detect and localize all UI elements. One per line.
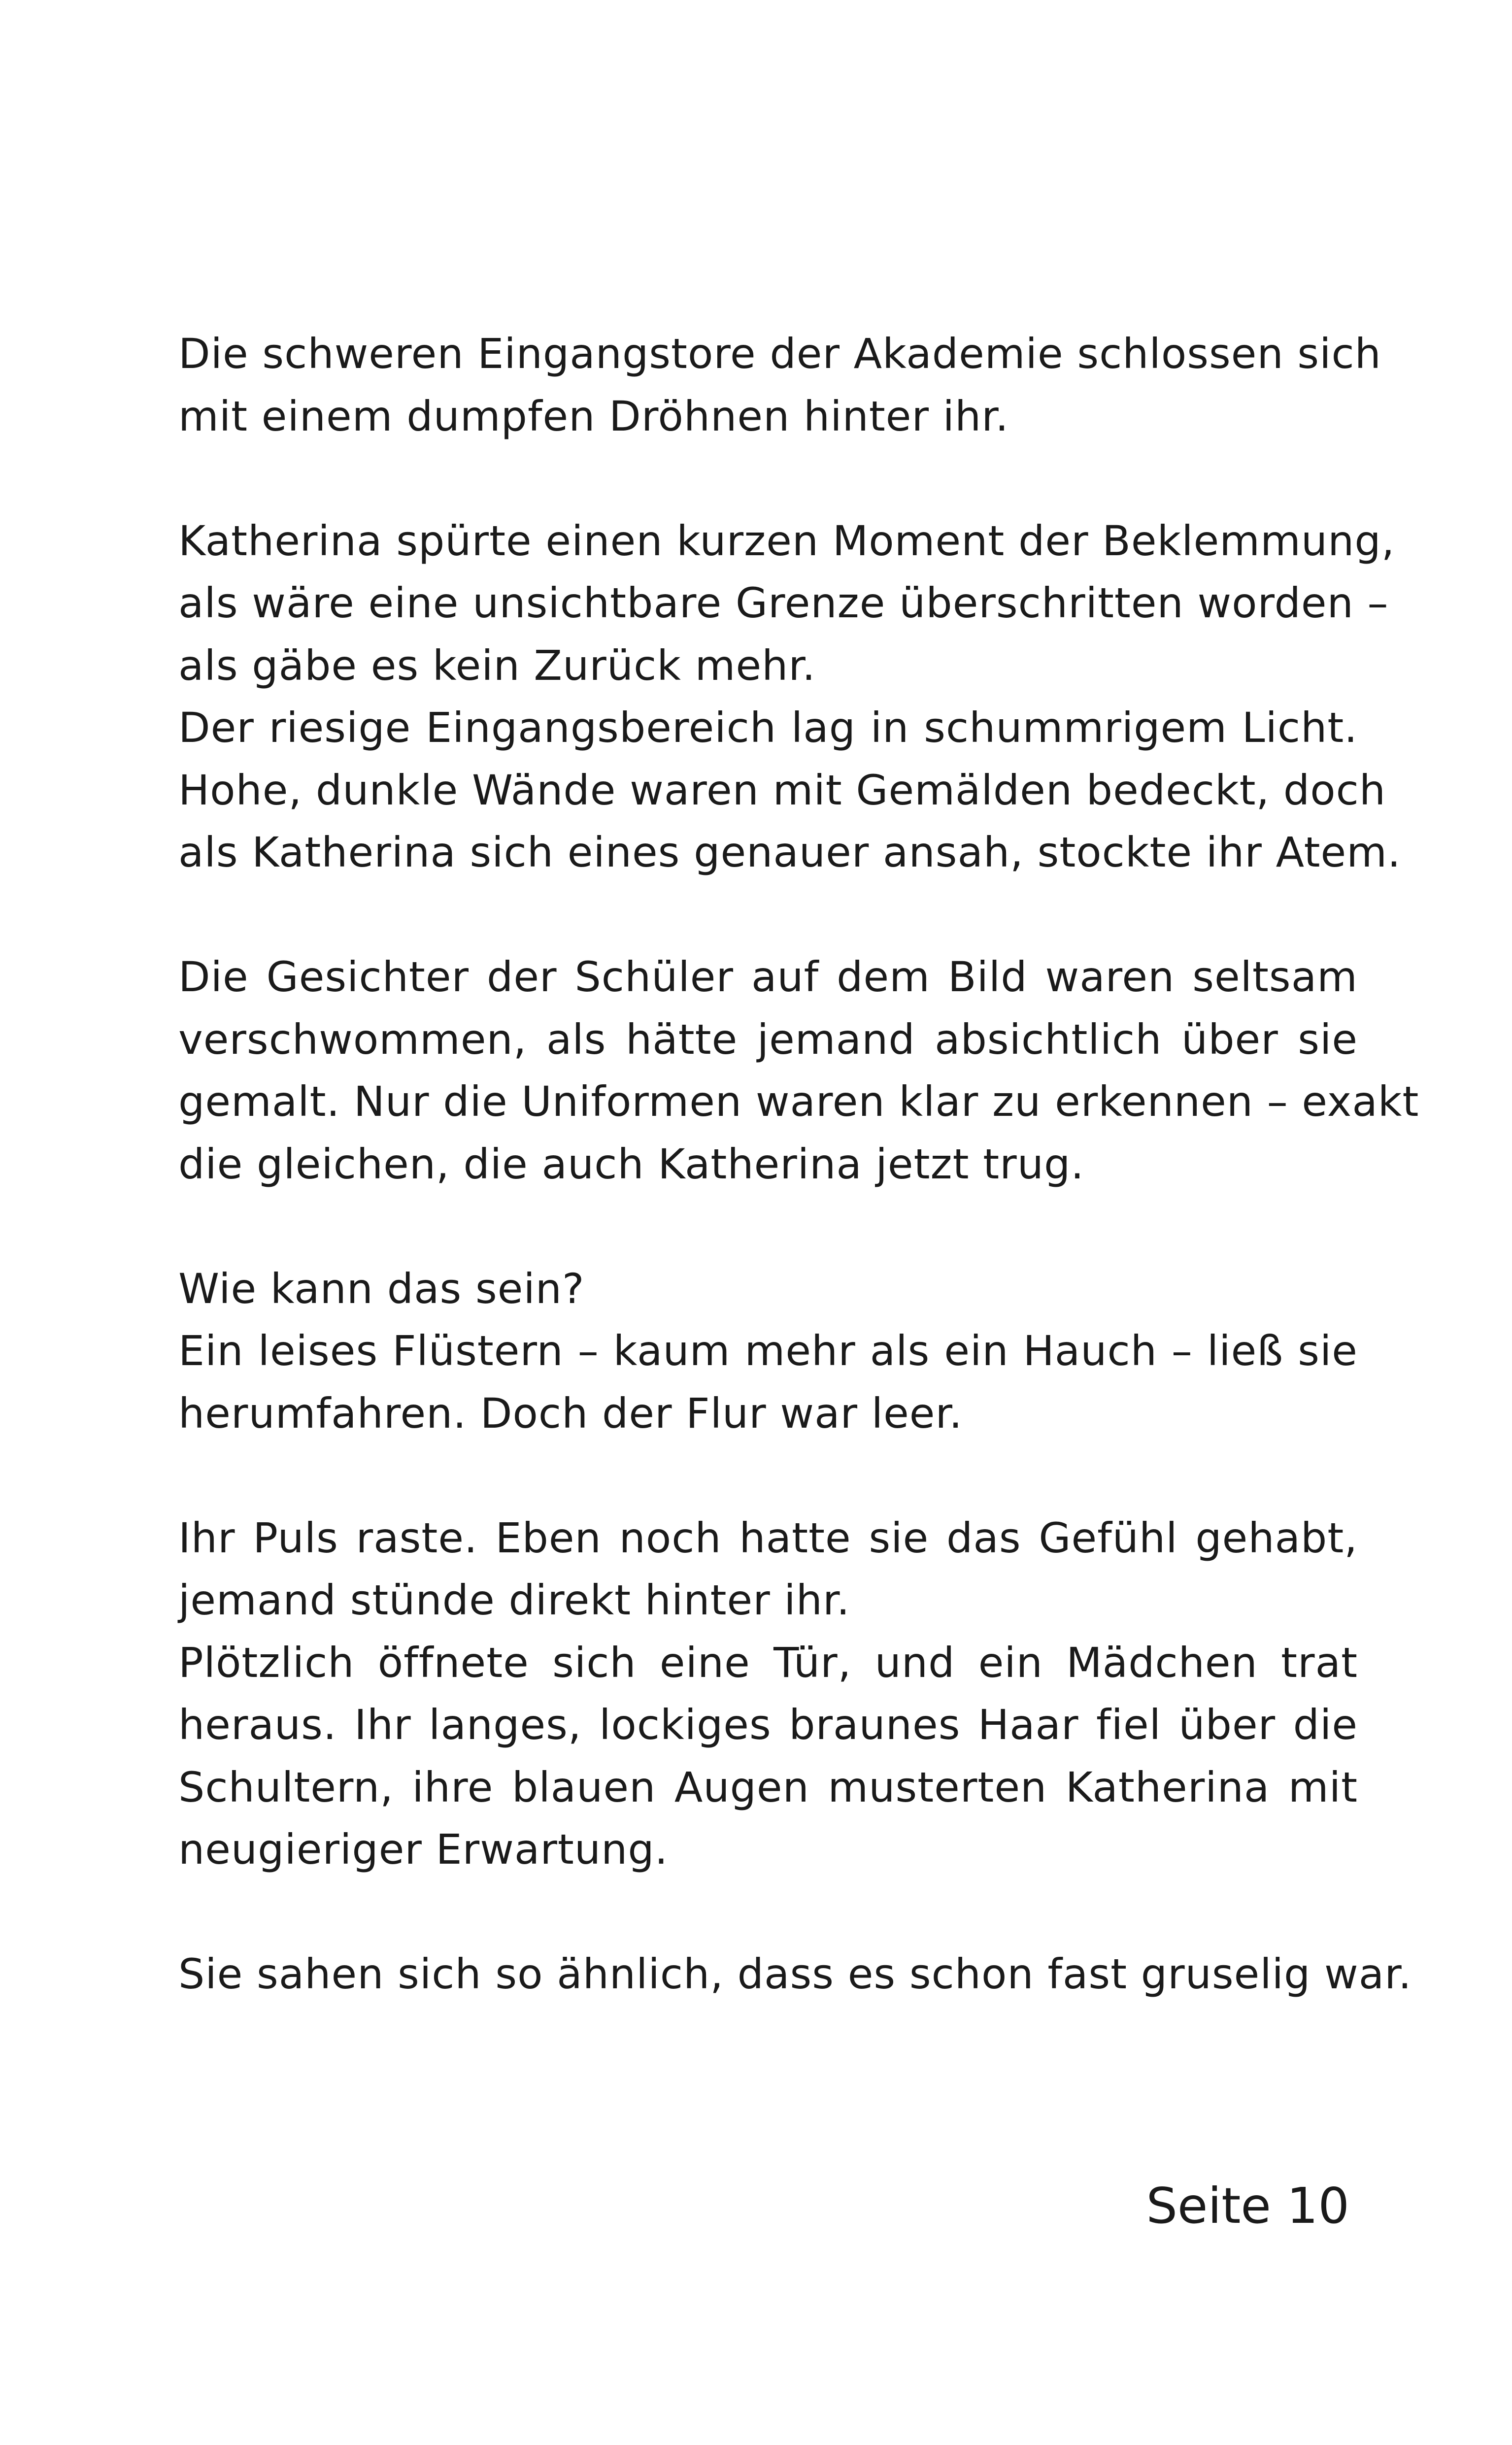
paragraph [178, 1507, 1358, 1632]
paragraph [178, 510, 1395, 697]
paragraph [178, 697, 1401, 884]
text-line: Ihr Puls raste. Eben noch hatte sie das Gefühl gehabt, [178, 1513, 1358, 1562]
text-line: Katherina spürte einen kurzen Moment der Beklemmung, [178, 516, 1395, 565]
paragraph [178, 1943, 1412, 2006]
text-line: Die Gesichter der Schüler auf dem Bild waren seltsam [178, 953, 1358, 1001]
text-line: als Katherina sich eines genauer ansah, stockte ihr Atem. [178, 828, 1401, 876]
text-line: jemand stünde direkt hinter ihr. [178, 1576, 850, 1624]
text-line: die gleichen, die auch Katherina jetzt trug. [178, 1139, 1084, 1188]
paragraph [178, 1258, 1358, 1320]
text-line: gemalt. Nur die Uniformen waren klar zu erkennen – exakt [178, 1077, 1419, 1126]
paragraph-spacer [178, 884, 1358, 946]
text-line: Die schweren Eingangstore der Akademie schlossen sich [178, 330, 1381, 378]
text-line: neugieriger Erwartung. [178, 1825, 669, 1874]
text-line: verschwommen, als hätte jemand absichtlich über sie [178, 1015, 1358, 1064]
paragraph-spacer [178, 447, 1358, 510]
text-line: mit einem dumpfen Dröhnen hinter ihr. [178, 392, 1009, 440]
paragraph-spacer [178, 1444, 1358, 1507]
text-line: Schultern, ihre blauen Augen musterten Katherina mit [178, 1763, 1358, 1811]
text-line: Der riesige Eingangsbereich lag in schummrigem Licht. [178, 703, 1358, 752]
paragraph [178, 1632, 1358, 1881]
text-line: als wäre eine unsichtbare Grenze überschritten worden – [178, 579, 1389, 627]
text-line: Plötzlich öffnete sich eine Tür, und ein Mädchen trat [178, 1638, 1358, 1687]
text-line: als gäbe es kein Zurück mehr. [178, 641, 816, 690]
text-line: Wie kann das sein? [178, 1264, 585, 1313]
paragraph-spacer [178, 1881, 1358, 1943]
paragraph [178, 1320, 1358, 1444]
text-line: Hohe, dunkle Wände waren mit Gemälden bedeckt, doch [178, 766, 1386, 814]
text-line: Ein leises Flüstern – kaum mehr als ein Hauch – ließ sie [178, 1327, 1358, 1375]
paragraph-spacer [178, 1195, 1358, 1258]
paragraph [178, 323, 1381, 447]
text-line: herumfahren. Doch der Flur war leer. [178, 1389, 963, 1438]
text-line: heraus. Ihr langes, lockiges braunes Haar fiel über die [178, 1701, 1358, 1749]
page-number: Seite 10 [1146, 2177, 1349, 2235]
text-line: Sie sahen sich so ähnlich, dass es schon fast gruselig war. [178, 1950, 1412, 1998]
paragraph [178, 946, 1419, 1195]
body-text [178, 323, 1419, 2006]
